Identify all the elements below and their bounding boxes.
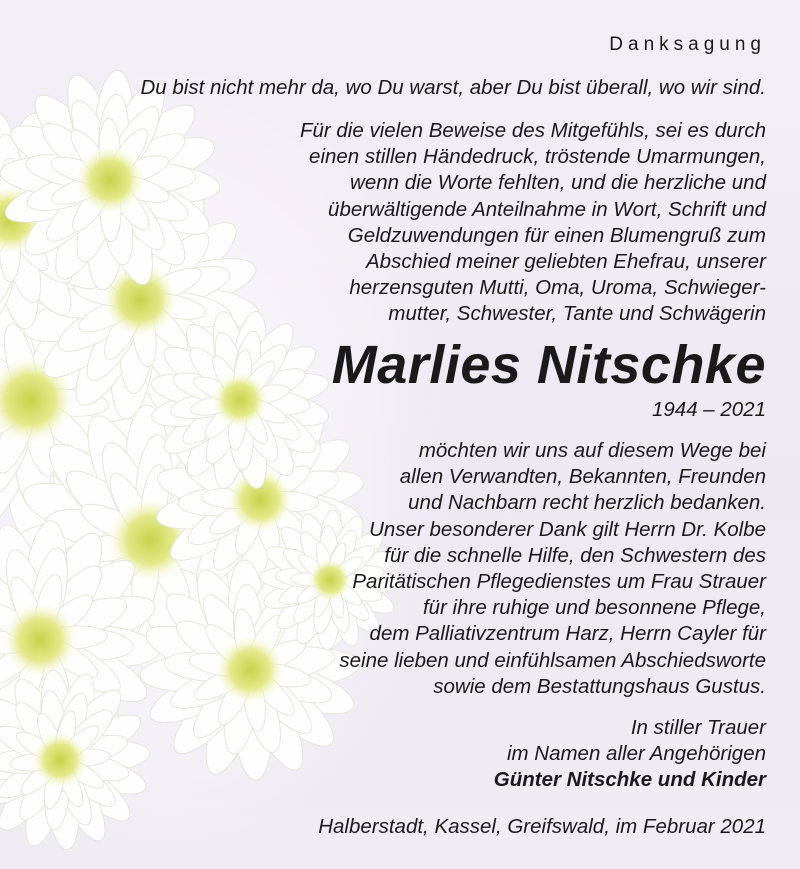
memorial-quote: Du bist nicht mehr da, wo Du warst, aber Du bist überall, wo wir sind.: [140, 76, 766, 99]
life-dates: 1944 – 2021: [651, 398, 766, 421]
text-line: seine lieben und einfühlsamen Abschiedsworte: [339, 648, 766, 672]
place-and-date: Halberstadt, Kassel, Greifswald, im Februar 2021: [318, 815, 766, 838]
deceased-name: Marlies Nitschke: [331, 335, 766, 395]
text-line: überwältigende Anteilnahme in Wort, Schrift und: [328, 197, 766, 221]
text-line: dem Palliativzentrum Harz, Herrn Cayler für: [369, 622, 766, 646]
signers: Günter Nitschke und Kinder: [493, 768, 766, 792]
heading-danksagung: Danksagung: [609, 34, 766, 55]
text-line: Für die vielen Beweise des Mitgefühls, sei es durch: [299, 119, 766, 142]
mourning-line: im Namen aller Angehörigen: [506, 742, 766, 766]
text-line: möchten wir uns auf diesem Wege bei: [418, 439, 766, 462]
text-line: wenn die Worte fehlten, und die herzliche und: [350, 171, 766, 195]
text-line: sowie dem Bestattungshaus Gustus.: [433, 674, 766, 698]
text-line: Paritätischen Pflegedienstes um Frau Strauer: [352, 570, 766, 594]
text-line: Unser besonderer Dank gilt Herrn Dr. Kolbe: [369, 517, 766, 541]
text-line: mutter, Schwester, Tante und Schwägerin: [388, 302, 766, 326]
text-line: für die schnelle Hilfe, den Schwestern des: [384, 543, 766, 567]
gratitude-paragraph: [300, 118, 766, 328]
thanks-paragraph: [339, 438, 766, 700]
mourning-signature-block: [494, 715, 766, 794]
text-line: und Nachbarn recht herzlich bedanken.: [408, 491, 766, 515]
text-line: Abschied meiner geliebten Ehefrau, unserer: [366, 250, 766, 274]
text-line: für ihre ruhige und besonnene Pflege,: [422, 596, 766, 620]
text-line: herzensguten Mutti, Oma, Uroma, Schwieger-: [349, 276, 766, 300]
text-line: allen Verwandten, Bekannten, Freunden: [399, 465, 766, 489]
text-line: Geldzuwendungen für einen Blumengruß zum: [347, 223, 766, 247]
text-line: einen stillen Händedruck, tröstende Umarmungen,: [309, 145, 766, 169]
mourning-line: In stiller Trauer: [630, 716, 766, 739]
